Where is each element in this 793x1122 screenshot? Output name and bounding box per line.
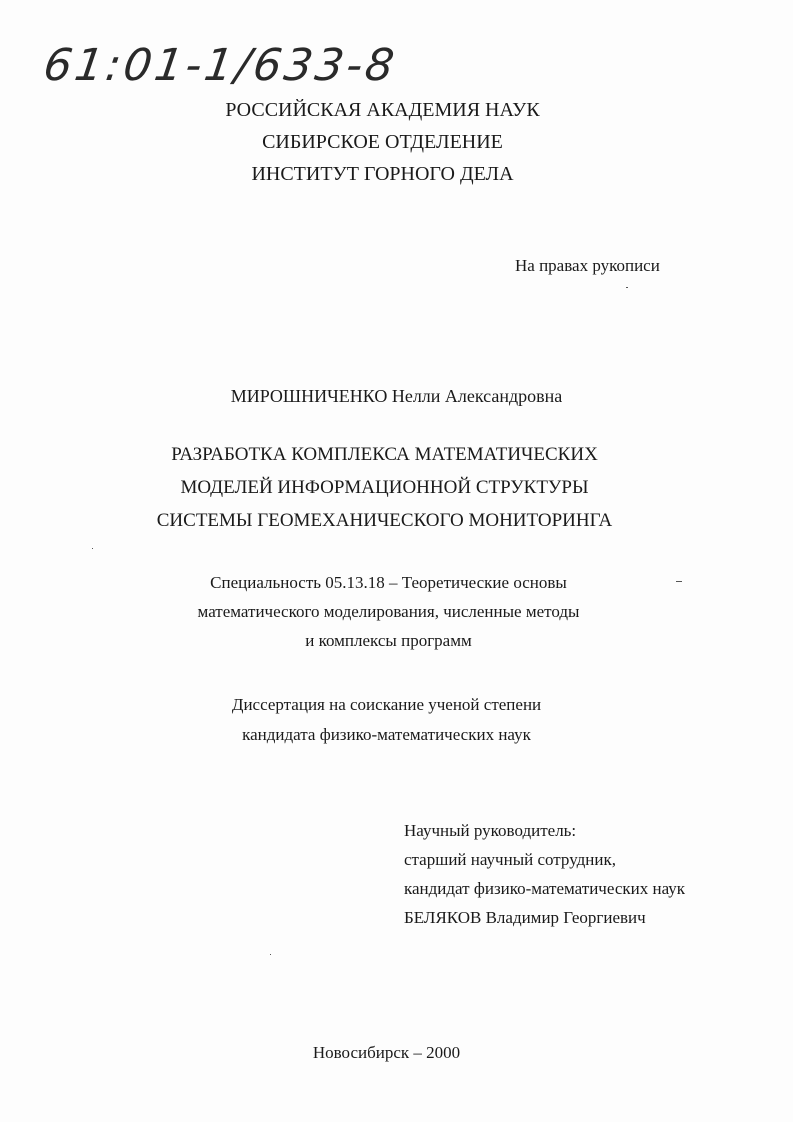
specialty-line: Специальность 05.13.18 – Теоретические основы <box>210 573 567 592</box>
supervisor-name: БЕЛЯКОВ Владимир Георгиевич <box>404 908 646 927</box>
city-year <box>0 1036 783 1069</box>
handwritten-catalog-number: 61:01-1/633-8 <box>40 40 400 91</box>
organization-block <box>0 94 779 190</box>
dissertation-line: Диссертация на соискание ученой степени <box>231 695 542 714</box>
specialty-block <box>0 568 785 655</box>
author-block <box>0 380 793 413</box>
thesis-title-line: СИСТЕМЫ ГЕОМЕХАНИЧЕСКОГО МОНИТОРИНГА <box>156 510 613 531</box>
city-year-line: Новосибирск – 2000 <box>312 1043 461 1062</box>
specialty-line: и комплексы программ <box>305 631 472 650</box>
thesis-title-line: МОДЕЛЕЙ ИНФОРМАЦИОННОЙ СТРУКТУРЫ <box>180 477 589 498</box>
scan-speck <box>270 954 271 955</box>
scan-speck <box>626 287 628 288</box>
supervisor-block <box>404 816 685 932</box>
author-name: МИРОШНИЧЕНКО Нелли Александровна <box>230 386 563 406</box>
scan-speck <box>92 548 93 549</box>
dissertation-block <box>0 690 783 750</box>
organization-line: СИБИРСКОЕ ОТДЕЛЕНИЕ <box>262 131 503 153</box>
thesis-title-line: РАЗРАБОТКА КОМПЛЕКСА МАТЕМАТИЧЕСКИХ <box>171 444 598 465</box>
supervisor-line: Научный руководитель: <box>404 821 577 840</box>
scan-speck <box>676 581 682 582</box>
dissertation-line: кандидата физико-математических наук <box>242 725 531 744</box>
organization-line: РОССИЙСКАЯ АКАДЕМИЯ НАУК <box>225 99 540 121</box>
thesis-title <box>0 438 781 537</box>
supervisor-line: кандидат физико-математических наук <box>404 879 686 898</box>
specialty-line: математического моделирования, численные методы <box>197 602 580 621</box>
rights-note: На правах рукописи <box>515 256 660 275</box>
organization-line: ИНСТИТУТ ГОРНОГО ДЕЛА <box>251 163 514 185</box>
supervisor-line: старший научный сотрудник, <box>404 850 616 869</box>
